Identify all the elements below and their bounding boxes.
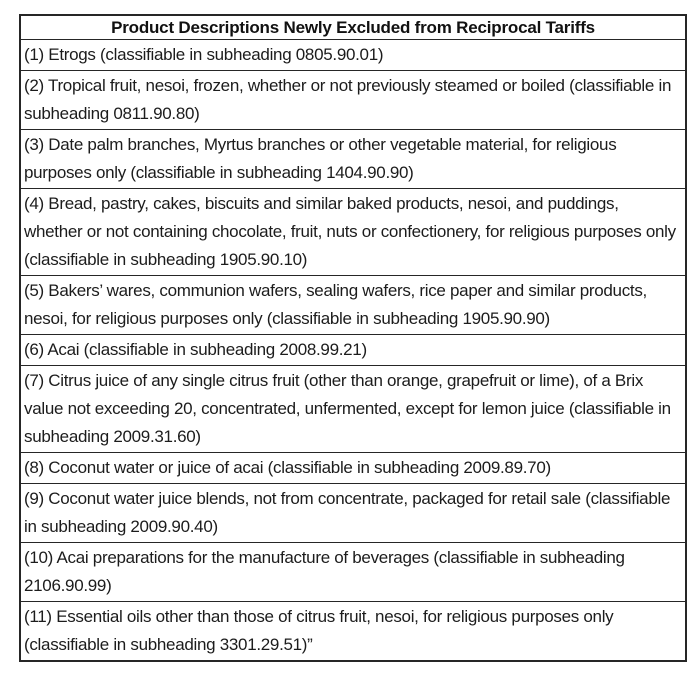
tariff-exclusions-table (19, 14, 687, 662)
row-text: (5) Bakers’ wares, communion wafers, sealing wafers, rice paper and similar products, nesoi, for religious purposes only (classifiable in subheading 1905.90.90) (20, 276, 686, 335)
table-title: Product Descriptions Newly Excluded from Reciprocal Tariffs (20, 15, 686, 40)
table-row (20, 543, 686, 602)
row-text: (2) Tropical fruit, nesoi, frozen, whether or not previously steamed or boiled (classifiable in subheading 0811.90.80) (20, 71, 686, 130)
row-text: (11) Essential oils other than those of citrus fruit, nesoi, for religious purposes only (classifiable in subheading 3301.29.51)” (20, 602, 686, 662)
table-row (20, 335, 686, 366)
table-row (20, 484, 686, 543)
row-text: (7) Citrus juice of any single citrus fruit (other than orange, grapefruit or lime), of a Brix value not exceeding 20, concentrated, unfermented, except for lemon juice (classifiable in subheading 2009.31.60) (20, 366, 686, 453)
table-row (20, 40, 686, 71)
table-row (20, 71, 686, 130)
row-text: (8) Coconut water or juice of acai (classifiable in subheading 2009.89.70) (20, 453, 686, 484)
row-text: (4) Bread, pastry, cakes, biscuits and similar baked products, nesoi, and puddings, whether or not containing chocolate, fruit, nuts or confectionery, for religious purposes only (classifiable in subheading 1905.90.10) (20, 189, 686, 276)
row-text: (10) Acai preparations for the manufacture of beverages (classifiable in subheading 2106.90.99) (20, 543, 686, 602)
row-text: (6) Acai (classifiable in subheading 2008.99.21) (20, 335, 686, 366)
table-row (20, 366, 686, 453)
table-row (20, 602, 686, 662)
table-header-row (20, 15, 686, 40)
row-text: (1) Etrogs (classifiable in subheading 0805.90.01) (20, 40, 686, 71)
table-row (20, 453, 686, 484)
row-text: (9) Coconut water juice blends, not from concentrate, packaged for retail sale (classifiable in subheading 2009.90.40) (20, 484, 686, 543)
row-text: (3) Date palm branches, Myrtus branches or other vegetable material, for religious purposes only (classifiable in subheading 1404.90.90) (20, 130, 686, 189)
table-row (20, 189, 686, 276)
table-row (20, 130, 686, 189)
tariff-exclusions-table-container (19, 14, 687, 662)
table-row (20, 276, 686, 335)
